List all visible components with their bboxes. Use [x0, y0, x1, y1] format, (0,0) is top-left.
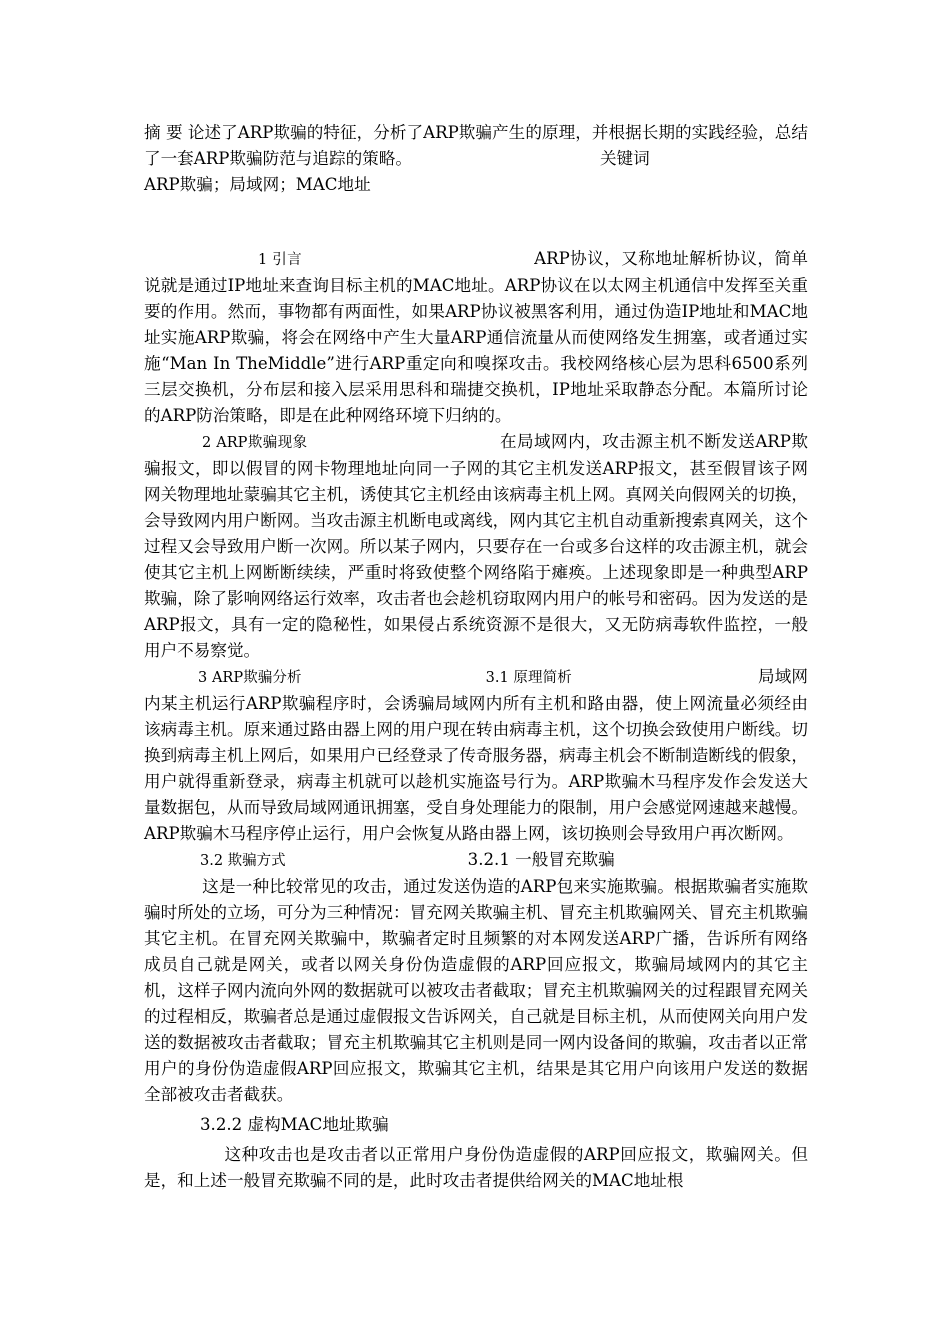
section-1-paragraph — [144, 246, 808, 429]
section-2-paragraph — [144, 429, 808, 664]
section-3-paragraph — [144, 664, 808, 847]
section-3-2-2-body: 这种攻击也是攻击者以正常用户身份伪造虚假的ARP回应报文，欺骗网关。但是，和上述一般冒充欺骗不同的是，此时攻击者提供给网关的MAC地址根 — [144, 1145, 808, 1190]
section-1-body: ARP协议，又称地址解析协议，简单说就是通过IP地址来查询目标主机的MAC地址。ARP协议在以太网主机通信中发挥至关重要的作用。然而，事物都有两面性，如果ARP协议被黑客利用，通过伪造IP地址和MAC地址实施ARP欺骗，将会在网络中产生大量ARP通信流量从而使网络发生拥塞，或者通过实施“Man In TheMiddle”进行ARP重定向和嗅探攻击。我校网络核心层为思科6500系列三层交换机，分布层和接入层采用思科和瑞捷交换机，IP地址采取静态分配。本篇所讨论的ARP防治策略，即是在此种网络环境下归纳的。 — [144, 249, 808, 425]
section-3-1-heading: 3.1 原理简析 — [485, 670, 572, 686]
section-3-2-1-body: 这是一种比较常见的攻击，通过发送伪造的ARP包来实施欺骗。根据欺骗者实施欺骗时所处的立场，可分为三种情况：冒充网关欺骗主机、冒充主机欺骗网关、冒充主机欺骗其它主机。在冒充网关欺骗中，欺骗者定时且频繁的对本网发送ARP广播，告诉所有网络成员自己就是网关，或者以网关身份伪造虚假的ARP回应报文，欺骗局域网内的其它主机，这样子网内流向外网的数据就可以被攻击者截取；冒充主机欺骗网关的过程跟冒充网关的过程相反，欺骗者总是通过虚假报文告诉网关，自己就是目标主机，从而使网关向用户发送的数据被攻击者截取；冒充主机欺骗其它主机则是同一网内设备间的欺骗，攻击者以正常用户的身份伪造虚假ARP回应报文，欺骗其它主机，结果是其它用户向该用户发送的数据全部被攻击者截获。 — [144, 877, 808, 1104]
section-3-2-heading-line — [144, 847, 808, 874]
section-3-2-heading: 3.2 欺骗方式 — [200, 853, 286, 869]
section-2-heading: 2 ARP欺骗现象 — [202, 435, 308, 451]
abstract-text: 摘 要 论述了ARP欺骗的特征，分析了ARP欺骗产生的原理，并根据长期的实践经验，总结了一套ARP欺骗防范与追踪的策略。 — [144, 123, 808, 168]
section-2-body: 在局域网内，攻击源主机不断发送ARP欺骗报文，即以假冒的网卡物理地址向同一子网的其它主机发送ARP报文，甚至假冒该子网网关物理地址蒙骗其它主机，诱使其它主机经由该病毒主机上网。真网关向假网关的切换，会导致网内用户断网。当攻击源主机断电或离线，网内其它主机自动重新搜索真网关，这个过程又会导致用户断一次网。所以某子网内，只要存在一台或多台这样的攻击源主机，就会使其它主机上网断断续续，严重时将致使整个网络陷于瘫痪。上述现象即是一种典型ARP欺骗，除了影响网络运行效率，攻击者也会趁机窃取网内用户的帐号和密码。因为发送的是ARP报文，具有一定的隐秘性，如果侵占系统资源不是很大，又无防病毒软件监控，一般用户不易察觉。 — [144, 432, 808, 660]
section-3-2-2-paragraph — [144, 1142, 808, 1194]
section-3-1-body: 局域网内某主机运行ARP欺骗程序时，会诱骗局域网内所有主机和路由器，使上网流量必须经由该病毒主机。原来通过路由器上网的用户现在转由病毒主机，这个切换会致使用户断线。切换到病毒主机上网后，如果用户已经登录了传奇服务器，病毒主机会不断制造断线的假象，用户就得重新登录，病毒主机就可以趁机实施盗号行为。ARP欺骗木马程序发作会发送大量数据包，从而导致局域网通讯拥塞，受自身处理能力的限制，用户会感觉网速越来越慢。ARP欺骗木马程序停止运行，用户会恢复从路由器上网，该切换则会导致用户再次断网。 — [144, 667, 809, 843]
section-3-2-1-heading: 3.2.1 一般冒充欺骗 — [467, 850, 615, 869]
section-3-heading: 3 ARP欺骗分析 — [198, 670, 302, 686]
section-3-2-2-heading: 3.2.2 虚构MAC地址欺骗 — [200, 1115, 389, 1134]
keywords-label: 关键词 — [599, 149, 650, 168]
document-page — [144, 120, 808, 1194]
section-1-heading: 1 引言 — [258, 252, 303, 268]
section-3-2-2-heading-line — [144, 1112, 808, 1138]
section-3-2-1-paragraph — [144, 874, 808, 1108]
keywords-text: ARP欺骗；局域网；MAC地址 — [144, 175, 371, 194]
abstract-paragraph — [144, 120, 808, 198]
